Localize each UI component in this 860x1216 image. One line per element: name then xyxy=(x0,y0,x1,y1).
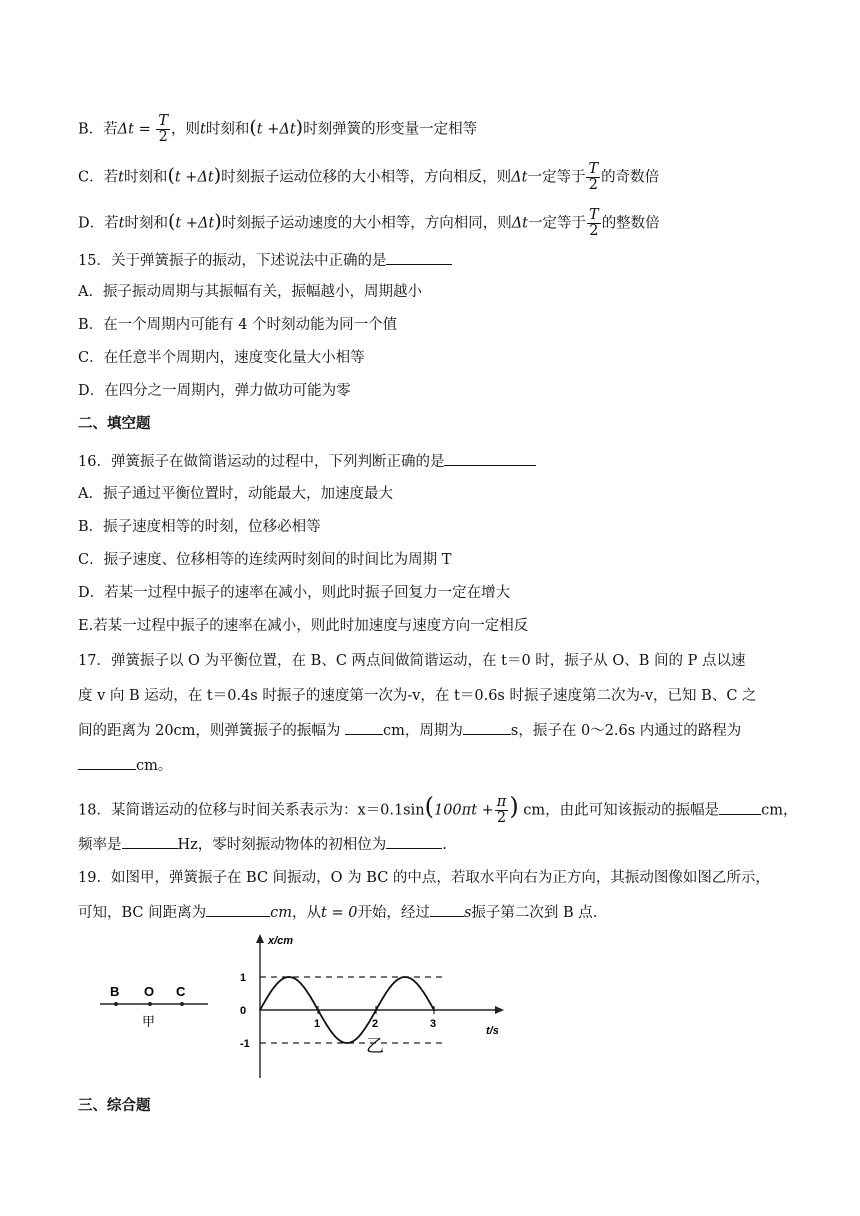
text: ，则 xyxy=(171,121,201,138)
option-label: C． xyxy=(78,169,104,186)
fraction-denominator: 2 xyxy=(589,223,599,239)
point-c-label: C xyxy=(176,984,186,999)
data-point xyxy=(259,1009,261,1011)
data-point xyxy=(375,1009,377,1011)
text: 时刻和 xyxy=(123,169,168,186)
text: 时刻弹簧的形变量一定相等 xyxy=(303,121,478,138)
y-tick-label: -1 xyxy=(240,1038,250,1050)
var-t: t xyxy=(200,121,206,138)
option-label: D． xyxy=(78,215,105,232)
fraction-numerator: T xyxy=(589,207,599,223)
expr-t-plus-dt: t +Δt xyxy=(175,215,215,232)
q14-option-b: B．若Δt = $\frac{T}{2}$ ，则t时刻和(t +Δt)时刻弹簧的形变量一定相等 xyxy=(78,113,478,145)
text: 时刻振子运动位移的大小相等，方向相反，则 xyxy=(221,169,512,186)
fraction-numerator: π xyxy=(496,794,507,810)
point-o-label: O xyxy=(144,984,155,999)
y-axis-label: x/cm xyxy=(268,935,294,947)
time-blank[interactable] xyxy=(430,902,464,917)
q17-line-3 xyxy=(78,720,784,741)
vibration-graph xyxy=(232,928,520,1082)
var-t: t xyxy=(118,215,125,232)
y-axis-arrow xyxy=(256,934,264,943)
y-tick-label: 0 xyxy=(240,1005,247,1017)
q16-stem xyxy=(78,451,784,472)
question-text: 15．关于弹簧振子的振动，下述说法中正确的是 xyxy=(78,253,387,269)
x-axis-label: t/s xyxy=(486,1025,499,1037)
delta-t: Δt xyxy=(117,121,134,138)
answer-blank[interactable] xyxy=(444,451,536,466)
fraction-denominator: 2 xyxy=(158,129,168,145)
data-point xyxy=(317,1009,319,1011)
chart-marks xyxy=(240,972,442,1050)
text: 的奇数倍 xyxy=(601,169,660,186)
q15-option-b: B．在一个周期内可能有 4 个时刻动能为同一个值 xyxy=(78,317,398,333)
q17-line-2: 度 v 向 B 运动，在 t＝0.4s 时振子的速度第一次为-v，在 t＝0.6s 时振子速度第二次为-v，已知 B、C 之 xyxy=(78,688,757,704)
text: 开始，经过 xyxy=(357,905,430,921)
answer-blank[interactable] xyxy=(386,250,452,265)
point-b-dot xyxy=(114,1002,118,1006)
y-tick-label: 1 xyxy=(240,972,247,984)
q16-option-b: B．振子速度相等的时刻，位移必相等 xyxy=(78,519,321,535)
point-c-dot xyxy=(180,1002,184,1006)
option-label: B． xyxy=(78,121,104,138)
q15-stem xyxy=(78,250,784,271)
initial-phase-blank[interactable] xyxy=(386,834,442,849)
text: cm， xyxy=(761,802,798,819)
fraction-t-over-2 xyxy=(586,162,600,193)
text: 时刻振子运动速度的大小相等，方向相同，则 xyxy=(221,215,512,232)
q15-option-a: A．振子振动周期与其振幅有关，振幅越小，周期越小 xyxy=(78,284,422,300)
amplitude-blank[interactable] xyxy=(719,800,761,815)
frequency-blank[interactable] xyxy=(122,834,178,849)
x-tick-label: 1 xyxy=(314,1018,321,1030)
data-point xyxy=(361,1033,363,1035)
q16-option-e: E.若某一过程中振子的速率在减小，则此时加速度与速度方向一定相反 xyxy=(78,618,529,634)
fraction-numerator: T xyxy=(158,113,169,129)
var-t: t xyxy=(118,169,124,186)
text: 频率是 xyxy=(78,837,122,853)
q15-option-c: C．在任意半个周期内，速度变化量大小相等 xyxy=(78,350,365,366)
figure-jia xyxy=(96,972,216,1044)
section-heading-comprehensive: 三、综合题 xyxy=(78,1097,151,1114)
data-point xyxy=(390,986,392,988)
data-point xyxy=(404,976,406,978)
x-tick-label: 3 xyxy=(430,1018,437,1030)
text: 若 xyxy=(103,121,118,138)
data-point xyxy=(274,986,276,988)
text: 一定等于 xyxy=(528,215,587,232)
data-point xyxy=(332,1033,334,1035)
unit-s: s xyxy=(463,905,472,921)
data-point xyxy=(419,986,421,988)
q16-option-d: D．若某一过程中振子的速率在减小，则此时振子回复力一定在增大 xyxy=(78,585,511,601)
text: 时刻和 xyxy=(124,215,168,232)
distance-blank[interactable] xyxy=(78,755,136,770)
delta-t: Δt xyxy=(511,169,528,186)
amplitude-blank[interactable] xyxy=(345,720,383,735)
text: ，从 xyxy=(292,905,322,921)
q15-option-d: D．在四分之一周期内，弹力做功可能为零 xyxy=(78,383,351,399)
fraction-denominator: 2 xyxy=(588,177,598,193)
text: 18．某简谐运动的位移与时间关系表示为：x＝0.1sin xyxy=(78,802,425,819)
text: 的整数倍 xyxy=(601,215,660,232)
data-point xyxy=(433,1009,435,1011)
q14-option-c: C．若t时刻和(t +Δt)时刻振子运动位移的大小相等，方向相反，则Δt一定等于 $\frac{T}{2}$ 的奇数倍 xyxy=(78,161,660,193)
chart-caption-yi: 乙 xyxy=(366,1036,384,1057)
data-point xyxy=(288,976,290,978)
text: 一定等于 xyxy=(527,169,586,186)
text: cm。 xyxy=(136,758,173,774)
q14-option-d: D．若t时刻和(t +Δt)时刻振子运动速度的大小相等，方向相同，则Δt一定等于 $\frac{T}{2}$ 的整数倍 xyxy=(78,207,660,239)
expr-t-plus-dt: t +Δt xyxy=(256,121,296,138)
point-o-dot xyxy=(148,1002,152,1006)
fraction-t-over-2 xyxy=(156,114,170,145)
equals: = xyxy=(133,121,156,138)
x-tick-label: 2 xyxy=(372,1018,379,1030)
data-point xyxy=(303,986,305,988)
text: 可知，BC 间距离为 xyxy=(78,905,207,921)
text: 间的距离为 20cm，则弹簧振子的振幅为 xyxy=(78,723,346,739)
text: Hz，零时刻振动物体的初相位为 xyxy=(177,837,387,853)
q17-line-4 xyxy=(78,755,784,776)
unit-cm: cm xyxy=(270,905,293,921)
q19-line-1: 19．如图甲，弹簧振子在 BC 间振动，O 为 BC 的中点，若取水平向右为正方向，其振动图像如图乙所示， xyxy=(78,870,770,886)
data-point xyxy=(346,1042,348,1044)
q18-line-2 xyxy=(78,834,784,855)
expr-t-plus-dt: t +Δt xyxy=(174,169,214,186)
q16-option-c: C．振子速度、位移相等的连续两时刻间的时间比为周期 T xyxy=(78,552,452,568)
text: 振子第二次到 B 点. xyxy=(471,905,598,921)
text: cm，由此可知该振动的振幅是 xyxy=(518,802,720,819)
section-heading-fill-in: 二、填空题 xyxy=(78,415,151,432)
fraction-pi-over-2 xyxy=(495,795,509,826)
fraction-denominator: 2 xyxy=(496,810,507,826)
text: s，振子在 0～2.6s 内通过的路程为 xyxy=(510,723,742,739)
x-axis-arrow xyxy=(495,1006,504,1014)
text: 若 xyxy=(103,169,119,186)
t-equals-zero: t = 0 xyxy=(321,905,358,921)
text: cm，周期为 xyxy=(383,723,463,739)
text: 时刻和 xyxy=(205,121,250,138)
text: 若 xyxy=(104,215,119,232)
text: . xyxy=(442,837,447,853)
fraction-numerator: T xyxy=(588,161,599,177)
point-b-label: B xyxy=(110,984,120,999)
q16-option-a: A．振子通过平衡位置时，动能最大，加速度最大 xyxy=(78,486,393,502)
question-text: 16．弹簧振子在做简谐运动的过程中，下列判断正确的是 xyxy=(78,454,445,470)
fraction-t-over-2 xyxy=(587,208,601,239)
q19-line-2 xyxy=(78,902,784,923)
period-blank[interactable] xyxy=(463,720,511,735)
delta-t: Δt xyxy=(511,215,529,232)
q17-line-1: 17．弹簧振子以 O 为平衡位置，在 B、C 两点间做简谐运动，在 t＝0 时，振子从 O、B 间的 P 点以速 xyxy=(78,653,746,669)
q18-line-1: 18．某简谐运动的位移与时间关系表示为：x＝0.1sin(100πt + $\frac{\pi}{2}$ ) cm，由此可知该振动的振幅是 cm， xyxy=(78,792,798,826)
bc-distance-blank[interactable] xyxy=(206,902,270,917)
phase-expression: 100πt + xyxy=(433,802,494,819)
figure-caption-jia: 甲 xyxy=(142,1015,156,1030)
